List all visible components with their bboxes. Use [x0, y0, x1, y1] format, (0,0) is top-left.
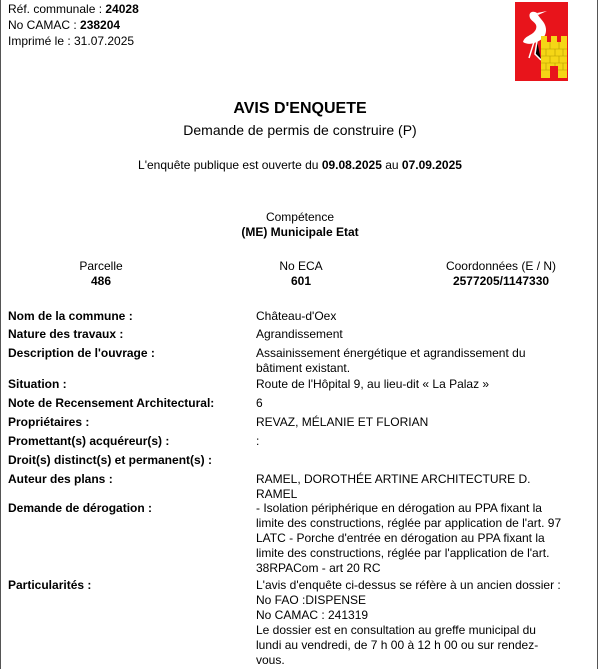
label-derogation: Demande de dérogation :: [8, 501, 153, 515]
info-eca: No ECA 601: [279, 259, 323, 288]
coat-of-arms-icon: [515, 2, 568, 81]
value-recensement: 6: [256, 396, 263, 410]
ref-communale: Réf. communale : 24028: [8, 2, 139, 16]
info-parcelle: Parcelle 486: [79, 259, 123, 288]
value-nature: Agrandissement: [256, 327, 343, 341]
value-particularites: L'avis d'enquête ci-dessus se réfère à un ancien dossier : No FAO :DISPENSE No CAMAC : 241319 Le dossier est en consultation au greffe municipal du lundi au vendredi, de 7 h 00 à 12 h 00 ou sur rendez- vous.: [256, 578, 561, 667]
label-recensement: Note de Recensement Architectural:: [8, 396, 215, 410]
value-description: Assainissement énergétique et agrandissement du bâtiment existant.: [256, 346, 526, 375]
value-commune: Château-d'Oex: [256, 309, 337, 323]
printed-date: Imprimé le : 31.07.2025: [8, 34, 135, 48]
value-promettants: :: [256, 434, 260, 448]
value-auteur: RAMEL, DOROTHÉE ARTINE ARCHITECTURE D. RAMEL: [256, 472, 531, 501]
notice-title: AVIS D'ENQUETE: [233, 100, 367, 117]
competence-value: (ME) Municipale Etat: [241, 225, 359, 239]
competence: [0, 210, 600, 240]
label-proprietaires: Propriétaires :: [8, 415, 90, 429]
value-derogation: - Isolation périphérique en dérogation au PPA fixant la limite des constructions, réglée par application de l'art. 97 LATC - Porche d'entrée en dérogation au PPA fixant la limite des constructions, réglée par l'application de l'art. 38RPACom - art 20 RC: [256, 501, 562, 575]
label-situation: Situation :: [8, 377, 67, 391]
value-situation: Route de l'Hôpital 9, au lieu-dit « La Palaz »: [256, 377, 490, 391]
camac-number: No CAMAC : 238204: [8, 18, 121, 32]
inquiry-period: L'enquête publique est ouverte du 09.08.2025 au 07.09.2025: [138, 158, 462, 172]
label-description: Description de l'ouvrage :: [8, 346, 155, 360]
competence-label: Compétence: [265, 210, 335, 224]
label-promettants: Promettant(s) acquéreur(s) :: [8, 434, 170, 448]
label-commune: Nom de la commune :: [8, 309, 133, 323]
label-auteur: Auteur des plans :: [8, 472, 113, 486]
value-proprietaires: REVAZ, MÉLANIE ET FLORIAN: [256, 415, 429, 429]
label-droits: Droit(s) distinct(s) et permanent(s) :: [8, 453, 213, 467]
label-nature: Nature des travaux :: [8, 327, 124, 341]
info-coordinates: Coordonnées (E / N) 2577205/1147330: [445, 259, 557, 288]
notice-subtitle: Demande de permis de construire (P): [183, 122, 417, 138]
label-particularites: Particularités :: [8, 578, 92, 592]
